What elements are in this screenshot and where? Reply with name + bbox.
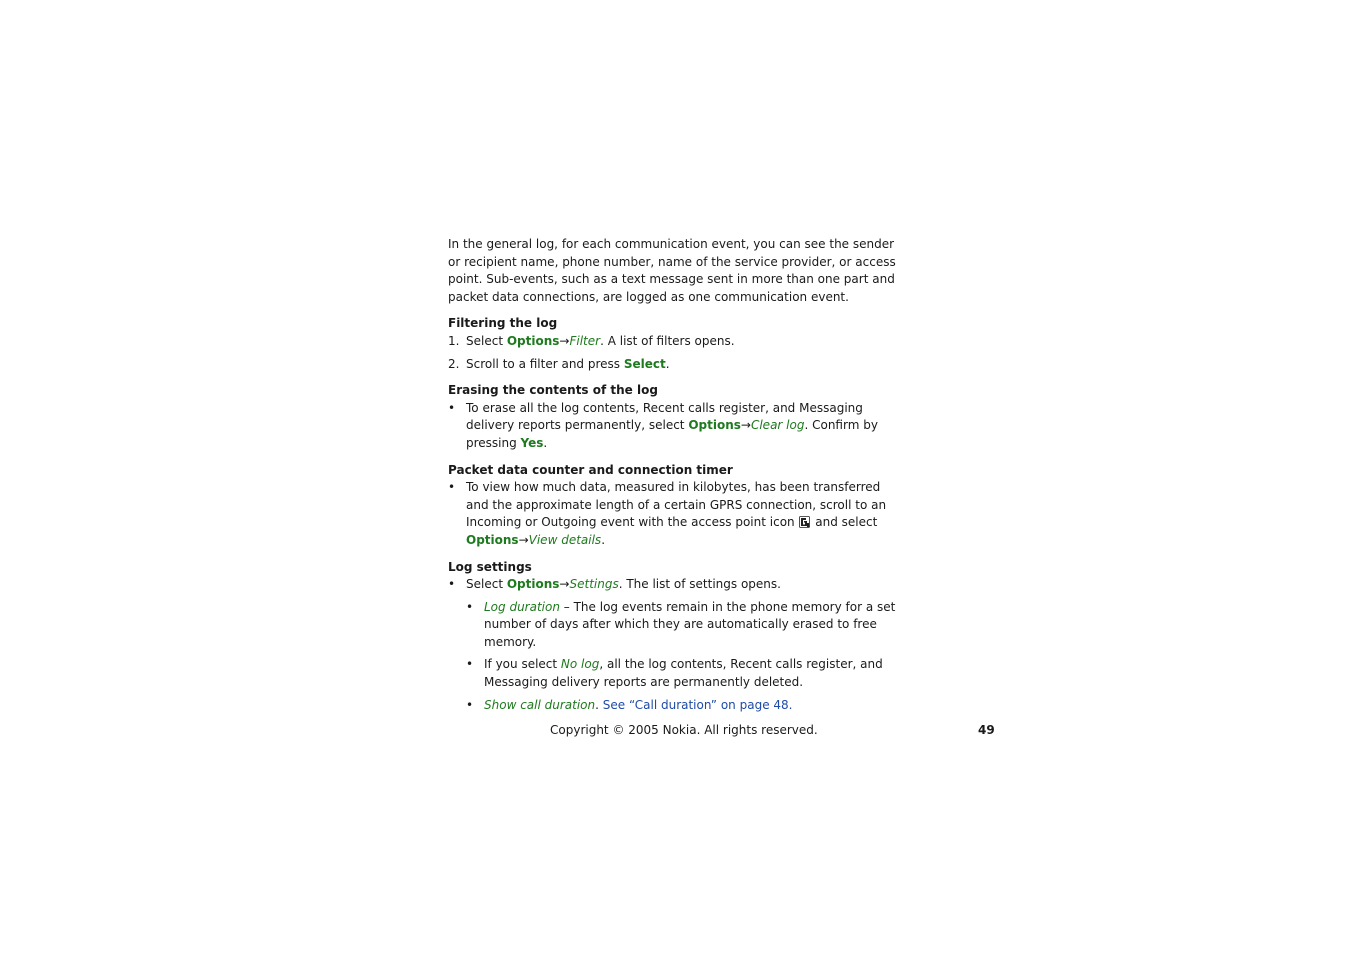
bullet-text: Select xyxy=(466,577,507,592)
bullet-icon: • xyxy=(466,599,474,614)
bullet-text: and select xyxy=(811,515,878,530)
sub-bullet-log-duration xyxy=(448,599,904,652)
select-command: Select xyxy=(623,356,666,371)
bullet-text: . Confirm by pressing xyxy=(466,418,878,450)
log-duration-option: Log duration xyxy=(484,599,560,614)
settings-option: Settings xyxy=(569,577,619,592)
bullet-text: . xyxy=(543,435,548,450)
intro-paragraph: In the general log, for each communication event, you can see the sender or recipient name, phone number, name of the service provider, or access point. Sub-events, such as a text message sent in more than one part and packet data connections, are logged as one communication event. xyxy=(448,237,896,304)
page-number: 49 xyxy=(978,723,995,737)
heading-filtering: Filtering the log xyxy=(448,316,558,331)
step-text: . xyxy=(665,356,670,371)
arrow-icon: → xyxy=(559,333,570,348)
sub-bullet-no-log xyxy=(448,656,904,691)
bullet-icon: • xyxy=(448,400,456,415)
bullet-text: If you select xyxy=(484,657,561,672)
access-point-icon xyxy=(799,516,810,528)
step-number: 1. xyxy=(448,333,460,348)
call-duration-link[interactable]: See “Call duration” on page 48. xyxy=(602,697,793,712)
heading-packet-data: Packet data counter and connection timer xyxy=(448,462,733,477)
bullet-icon: • xyxy=(466,657,474,672)
bullet-text: To erase all the log contents, Recent calls register, and Messaging delivery reports permanently, select xyxy=(466,400,863,433)
document-page xyxy=(448,236,904,714)
arrow-icon: → xyxy=(559,577,570,592)
erasing-bullet xyxy=(448,400,904,453)
options-command: Options xyxy=(506,333,560,348)
arrow-icon: → xyxy=(740,418,751,433)
bullet-text: . The list of settings opens. xyxy=(618,577,781,592)
options-command: Options xyxy=(688,418,741,433)
step-text: . A list of filters opens. xyxy=(600,333,735,348)
bullet-icon: • xyxy=(448,577,456,592)
log-settings-bullet xyxy=(448,576,904,594)
arrow-icon: → xyxy=(518,532,529,547)
filter-option: Filter xyxy=(569,333,601,348)
options-command: Options xyxy=(506,577,560,592)
yes-command: Yes xyxy=(520,435,544,450)
bullet-text: , all the log contents, Recent calls register, and Messaging delivery reports are permanently deleted. xyxy=(484,657,883,690)
copyright-footer: Copyright © 2005 Nokia. All rights reserved. xyxy=(550,723,818,737)
bullet-icon: • xyxy=(466,697,474,712)
filtering-step-2 xyxy=(448,356,904,374)
bullet-icon: • xyxy=(448,480,456,495)
options-command: Options xyxy=(466,532,519,547)
step-text: Select xyxy=(466,333,507,348)
packet-bullet xyxy=(448,479,904,549)
bullet-text: . xyxy=(601,532,606,547)
bullet-text: – The log events remain in the phone memory for a set number of days after which they are automatically erased to free memory. xyxy=(484,599,896,649)
view-details-option: View details xyxy=(528,532,602,547)
heading-log-settings: Log settings xyxy=(448,559,532,574)
bullet-text: To view how much data, measured in kilobytes, has been transferred and the approximate length of a certain GPRS connection, scroll to an Incoming or Outgoing event with the access point icon xyxy=(466,480,887,530)
heading-erasing: Erasing the contents of the log xyxy=(448,383,658,398)
step-text: Scroll to a filter and press xyxy=(466,356,624,371)
show-call-duration-option: Show call duration xyxy=(484,697,596,712)
clear-log-option: Clear log xyxy=(750,418,805,433)
sub-bullet-show-call-duration xyxy=(448,697,904,715)
bullet-text: . xyxy=(595,697,603,712)
filtering-step-1 xyxy=(448,333,904,351)
no-log-option: No log xyxy=(560,657,600,672)
step-number: 2. xyxy=(448,356,460,371)
